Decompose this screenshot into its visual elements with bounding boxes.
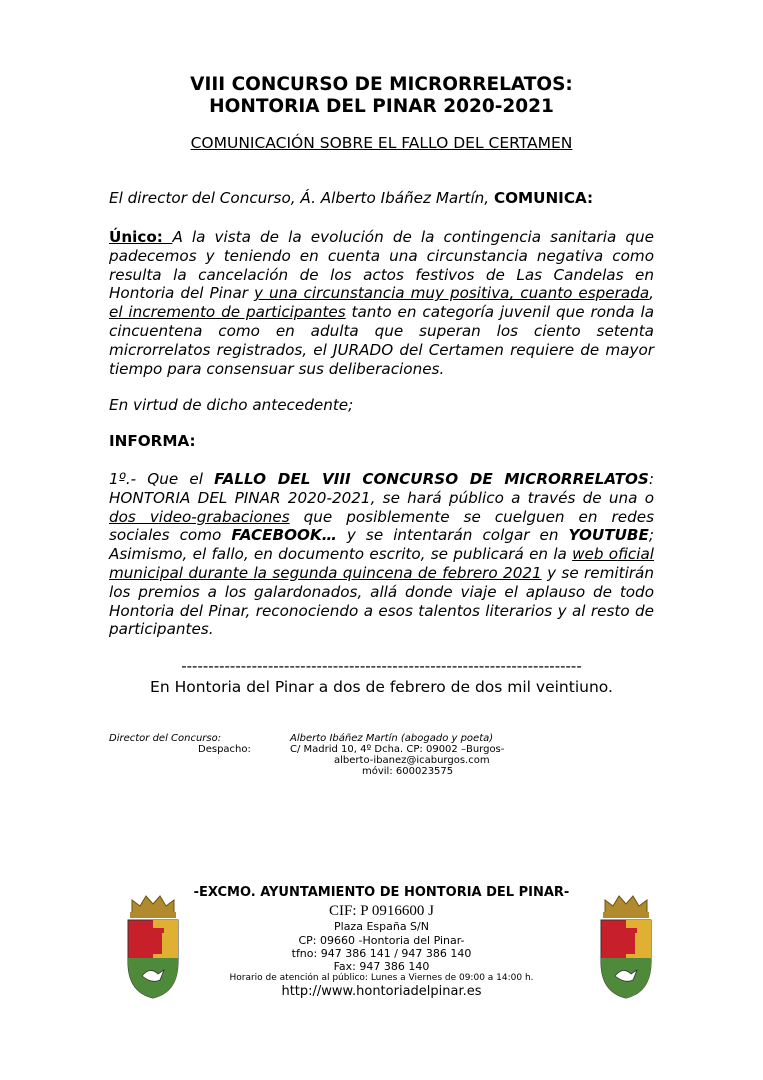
punto1-text-3: que posiblemente se cuelguen en redes sociales como [109,507,654,545]
signature-name: Alberto Ibáñez Martín (abogado y poeta) [290,733,494,744]
unico-paragraph [109,228,654,378]
footer-address: Plaza España S/N [334,920,429,933]
punto1-bold-2: FACEBOOK… [231,526,337,545]
footer-cp: CP: 09660 -Hontoria del Pinar- [298,934,465,947]
punto1-text-1: 1º.- Que el [109,470,215,488]
punto1-text-2: : HONTORIA DEL PINAR 2020-2021, se hará público a través de una o [109,470,654,507]
punto1-text-6: y se remitirán los premios a los galardonados, allá donde viaje el aplauso de todo Hontoria del Pinar, reconociendo a esos talentos literarios y al resto de participantes. [109,563,654,639]
virtud-paragraph: En virtud de dicho antecedente; [109,396,354,414]
separator-line: -------------------------------------------------------------------------- [181,657,582,675]
punto1-text-4: y se intentarán colgar en [336,526,569,545]
intro-emph: COMUNICA: [493,189,594,207]
footer-fax: Fax: 947 386 140 [333,960,430,973]
signature-director-label: Director del Concurso: [109,733,222,744]
unico-text-2: , [649,284,654,303]
punto1-bold-3: YOUTUBE [568,526,649,545]
dateline: En Hontoria del Pinar a dos de febrero de dos mil veintiuno. [150,678,613,696]
footer-org: -EXCMO. AYUNTAMIENTO DE HONTORIA DEL PINAR- [193,885,570,900]
title-line-2: HONTORIA DEL PINAR 2020-2021 [209,96,554,117]
footer-cif: CIF: P 0916600 J [329,903,434,919]
footer-phone: tfno: 947 386 141 / 947 386 140 [291,947,472,960]
punto1-underline-2: web oficial municipal durante la segunda quincena de febrero 2021 [109,545,654,582]
punto1-paragraph [109,470,654,639]
title-line-1: VIII CONCURSO DE MICRORRELATOS: [190,74,573,95]
punto1-bold-1: FALLO DEL VIII CONCURSO DE MICRORRELATOS [214,470,649,488]
subtitle: COMUNICACIÓN SOBRE EL FALLO DEL CERTAMEN [190,134,573,152]
unico-text-1: A la vista de la evolución de la contingencia sanitaria que padecemos y teniendo en cuenta una circunstancia negativa como resulta la cancelación de los actos festivos de Las Candelas en Hontoria del Pinar [109,228,654,303]
footer-website: http://www.hontoriadelpinar.es [281,984,482,999]
unico-underline-1: y una circunstancia muy positiva, cuanto esperada [254,284,650,303]
punto1-text-5: ; Asimismo, el fallo, en documento escrito, se publicará en la [109,526,654,564]
punto1-underline-1: dos video-grabaciones [109,507,290,526]
coat-of-arms-left-icon [124,892,182,1000]
coat-of-arms-right-icon [597,892,655,1000]
unico-label: Único: [109,228,173,246]
footer-hours: Horario de atención al público: Lunes a Viernes de 09:00 a 14:00 h. [229,973,534,983]
signature-mobile: móvil: 600023575 [362,766,454,777]
signature-address: C/ Madrid 10, 4º Dcha. CP: 09002 –Burgos- [290,744,505,755]
signature-office-label: Despacho: [198,744,251,755]
informa-heading: INFORMA: [109,432,196,450]
unico-text-3: tanto en categoría juvenil que ronda la cincuentena como en adulta que superan los ciento setenta microrrelatos registrados, el JURADO del Certamen requiere de mayor tiempo para consensuar sus deliberaciones. [109,303,654,378]
signature-email: alberto-ibanez@icaburgos.com [334,755,490,766]
intro-paragraph [109,189,654,208]
unico-underline-2: el incremento de participantes [109,303,346,322]
intro-text: El director del Concurso, Á. Alberto Ibáñez Martín, [109,189,494,207]
